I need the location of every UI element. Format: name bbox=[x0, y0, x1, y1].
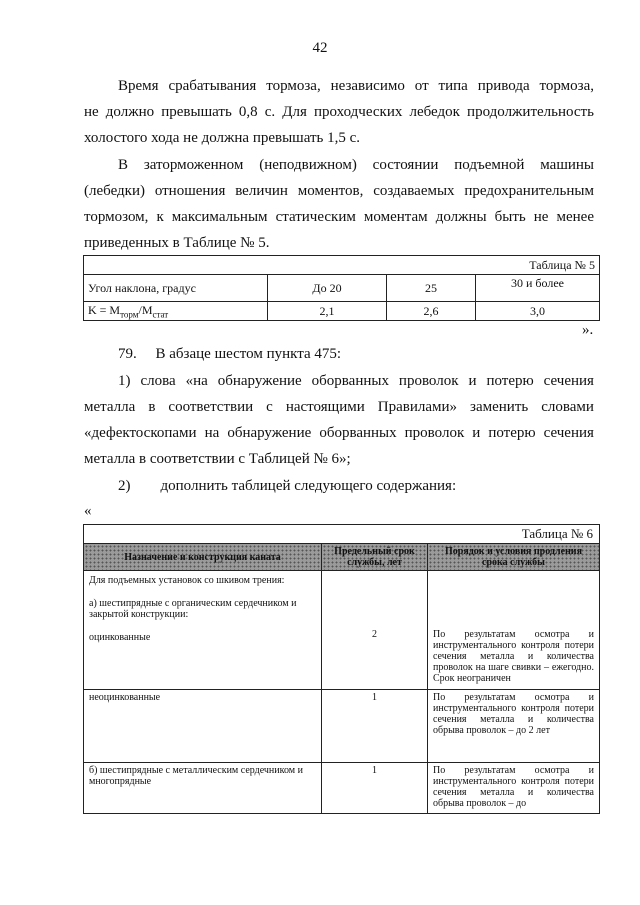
table6-group: Для подъемных установок со шкивом трения: bbox=[89, 575, 285, 586]
para1-line2: не должно превышать 0,8 с. Для проходческих лебедок продолжительность bbox=[84, 104, 594, 120]
para2-line2: (лебедки) отношения величин моментов, создаваемых предохранительным bbox=[84, 183, 594, 199]
para2-line1: В заторможенном (неподвижном) состоянии подъемной машины bbox=[118, 157, 594, 173]
table6-header: Порядок и условия продления срока службы bbox=[428, 544, 600, 571]
table6-row-years: 1 bbox=[322, 763, 428, 814]
table6-row-name: оцинкованные bbox=[89, 632, 151, 643]
sub1-line2: металла в соответствии с настоящими Правилами» заменить словами bbox=[84, 399, 594, 415]
table6-subgroup-a: а) шестипрядные с органическим сердечником и закрытой конструкции: bbox=[89, 598, 297, 620]
sub1-line4: металла в соответствии с Таблицей № 6»; bbox=[84, 451, 351, 467]
para1-line1: Время срабатывания тормоза, независимо от типа привода тормоза, bbox=[118, 78, 594, 94]
para2-line4: приведенных в Таблице № 5. bbox=[84, 235, 270, 251]
table6-caption: Таблица № 6 bbox=[84, 525, 600, 544]
table6-row-name: неоцинкованные bbox=[84, 690, 322, 763]
close-quote: ». bbox=[582, 322, 594, 338]
page-number: 42 bbox=[312, 40, 328, 56]
table5-cell: 3,0 bbox=[476, 302, 600, 321]
sub1-line3: «дефектоскопами на обнаружение оборванных проволок и потерю сечения bbox=[84, 425, 594, 441]
table6-header: Предельный срок службы, лет bbox=[322, 544, 428, 571]
table-5 bbox=[83, 255, 600, 321]
open-quote: « bbox=[84, 503, 92, 519]
sub2: 2) дополнить таблицей следующего содержания: bbox=[118, 478, 457, 494]
table6-row-years: 2 bbox=[322, 571, 428, 690]
table6-row-terms: По результатам осмотра и инструментального контроля потери сечения металла и количества проволок на шаге свивки – ежегодно. Срок неограничен bbox=[428, 571, 600, 690]
table6-row-years: 1 bbox=[322, 690, 428, 763]
table5-caption: Таблица № 5 bbox=[84, 256, 600, 275]
para2-line3: тормозом, к максимальным статическим моментам должны быть не менее bbox=[84, 209, 594, 225]
table-6 bbox=[83, 524, 600, 814]
para1-line3: холостого хода не должна превышать 1,5 с. bbox=[84, 130, 361, 146]
table6-row-terms: По результатам осмотра и инструментального контроля потери сечения металла и количества обрыва проволок – до 2 лет bbox=[428, 690, 600, 763]
table6-group-cell bbox=[84, 571, 322, 690]
table5-cell: 2,6 bbox=[387, 302, 476, 321]
table5-cell: Угол наклона, градус bbox=[84, 275, 268, 302]
table6-header: Назначение и конструкция каната bbox=[84, 544, 322, 571]
table5-cell: 25 bbox=[387, 275, 476, 302]
item-79: 79. В абзаце шестом пункта 475: bbox=[118, 346, 342, 362]
table5-cell: 2,1 bbox=[268, 302, 387, 321]
table5-cell: $K = M_{торм}/M_{стат}$ bbox=[84, 302, 268, 321]
table5-cell: До 20 bbox=[268, 275, 387, 302]
table5-cell: 30 и более bbox=[476, 275, 600, 302]
table6-row-name: б) шестипрядные с металлическим сердечником и многопрядные bbox=[84, 763, 322, 814]
sub1-line1: 1) слова «на обнаружение оборванных проволок и потерю сечения bbox=[118, 373, 594, 389]
table6-row-terms: По результатам осмотра и инструментального контроля потери сечения металла и количества обрыва проволок – до bbox=[428, 763, 600, 814]
